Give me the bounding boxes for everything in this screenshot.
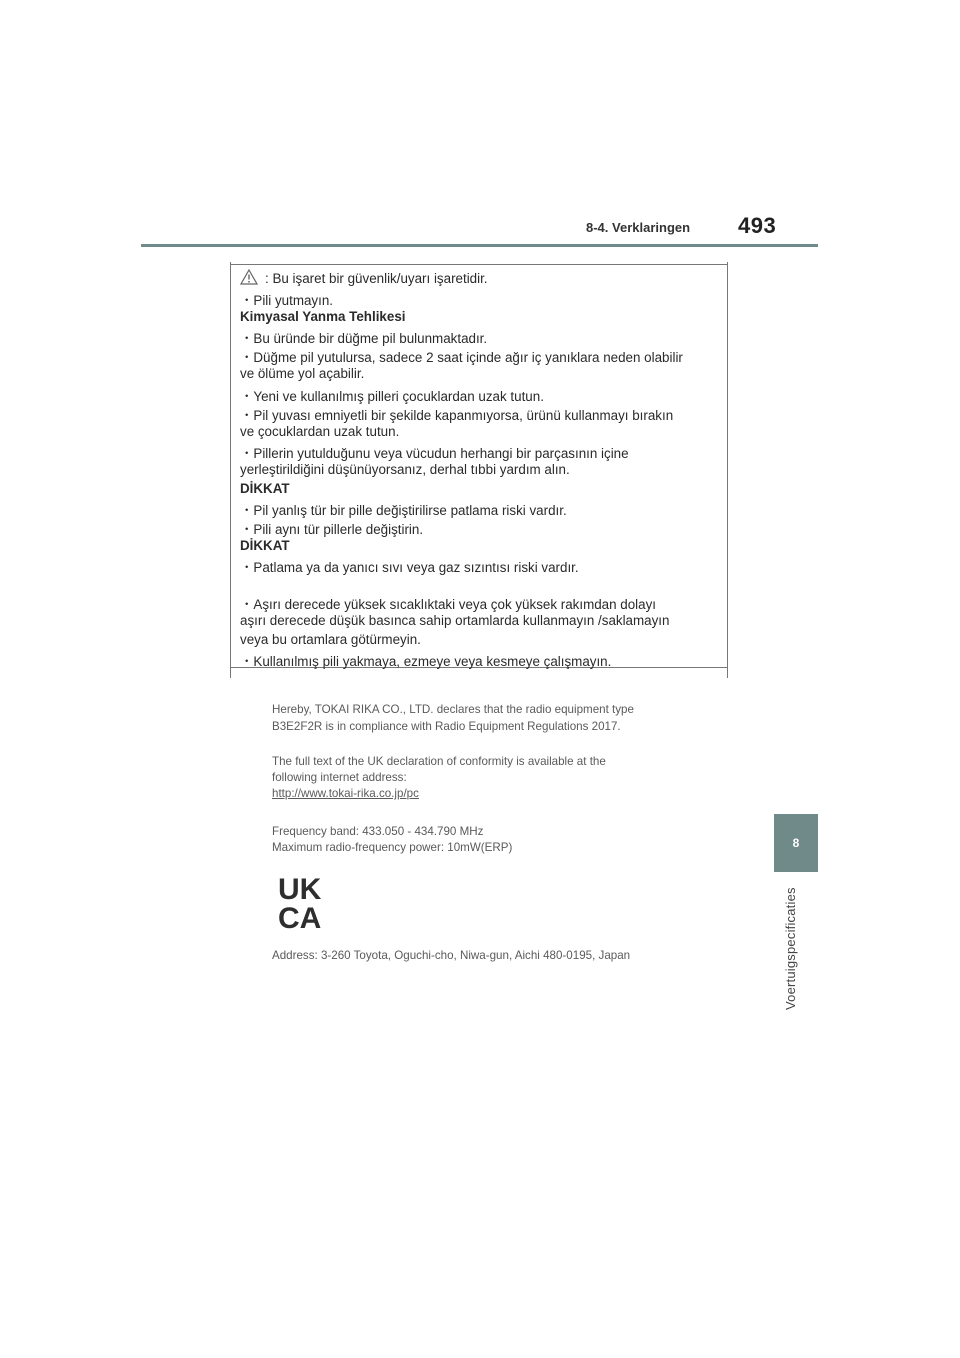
warning-triangle-icon [240,269,258,285]
warning-box-left-edge [230,262,231,678]
manufacturer-address: Address: 3-260 Toyota, Oguchi-cho, Niwa-gun, Aichi 480-0195, Japan [272,949,631,962]
warning-line: ve ölüme yol açabilir. [240,366,365,381]
header-rule [141,244,818,247]
ukca-mark-logo [278,874,336,930]
page-number: 493 [738,213,777,238]
warning-line: ・Aşırı derecede yüksek sıcaklıktaki veya çok yüksek rakımdan dolayı [240,597,657,612]
warning-line: : Bu işaret bir güvenlik/uyarı işaretidir. [265,271,488,286]
warning-line: ・Bu üründe bir düğme pil bulunmaktadır. [240,331,488,346]
warning-line: ・Pil yanlış tür bir pille değiştirilirse patlama riski vardır. [240,503,567,518]
warning-line: aşırı derecede düşük basınca sahip ortamlarda kullanmayın /saklamayın [240,613,670,628]
svg-text:UK: UK [278,874,322,906]
declaration-text: The full text of the UK declaration of conformity is available at the [272,755,606,768]
declaration-url-link[interactable]: http://www.tokai-rika.co.jp/pc [272,787,419,800]
warning-line: ・Yeni ve kullanılmış pilleri çocuklardan uzak tutun. [240,389,544,404]
declaration-text: following internet address: [272,771,407,784]
warning-heading: Kimyasal Yanma Tehlikesi [240,309,406,324]
warning-box-right-edge [727,262,728,678]
declaration-text: Hereby, TOKAI RIKA CO., LTD. declares that the radio equipment type [272,703,634,716]
warning-line: ve çocuklardan uzak tutun. [240,424,400,439]
warning-line: veya bu ortamlara götürmeyin. [240,632,421,647]
rf-power: Maximum radio-frequency power: 10mW(ERP) [272,841,513,854]
warning-line: ・Pili yutmayın. [240,293,334,308]
declaration-text: B3E2F2R is in compliance with Radio Equipment Regulations 2017. [272,720,621,733]
warning-line: ・Pili aynı tür pillerle değiştirin. [240,522,424,537]
svg-text:CA: CA [278,902,322,930]
warning-heading: DİKKAT [240,481,290,496]
warning-line: ・Düğme pil yutulursa, sadece 2 saat içinde ağır iç yanıklara neden olabilir [240,350,683,365]
warning-heading: DİKKAT [240,538,290,553]
warning-line: ・Pillerin yutulduğunu veya vücudun herhangi bir parçasının içine [240,446,629,461]
warning-line: ・Patlama ya da yanıcı sıvı veya gaz sızıntısı riski vardır. [240,560,579,575]
chapter-tab: 8 [774,814,818,872]
frequency-band: Frequency band: 433.050 - 434.790 MHz [272,825,484,838]
warning-line: ・Kullanılmış pili yakmaya, ezmeye veya kesmeye çalışmayın. [240,654,612,669]
warning-line: ・Pil yuvası emniyetli bir şekilde kapanmıyorsa, ürünü kullanmayı bırakın [240,408,674,423]
chapter-side-label: Voertuigspecificaties [783,887,798,1010]
warning-line: yerleştirildiğini düşünüyorsanız, derhal tıbbi yardım alın. [240,462,570,477]
section-title: 8-4. Verklaringen [586,220,691,235]
